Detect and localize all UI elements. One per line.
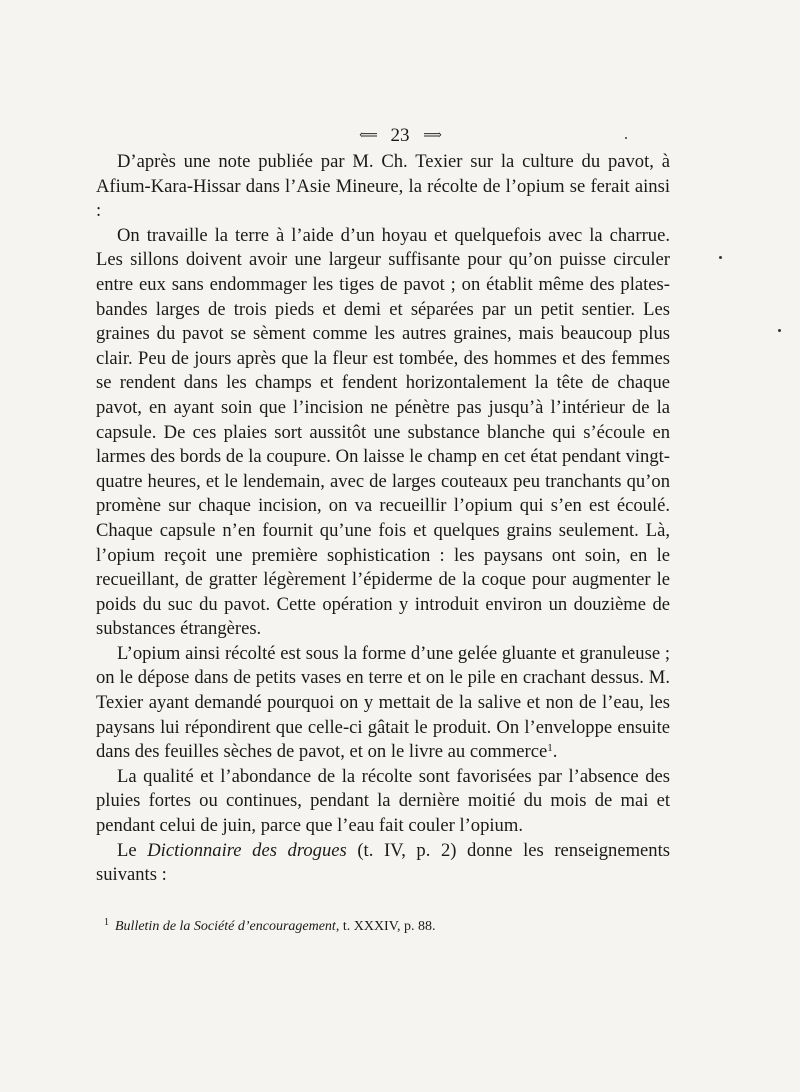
paragraph-intro xyxy=(96,150,670,224)
footnote-citation: , t. XXXIV, p. 88. xyxy=(335,919,436,934)
page-number: 23 xyxy=(390,125,410,146)
footnote xyxy=(104,914,664,936)
paragraph-dictionary xyxy=(96,839,670,888)
paragraph-harvest-text: L’opium ainsi récolté est sous la forme d’une gelée gluante et granuleuse ; on le dépose dans de petits vases en terre et on le pile en crachant dessus. M. Texier ayant demandé pourquoi on y mettait de la salive et non de l’eau, les paysans lui répondirent que celle-ci gâtait le produit. On l’enveloppe ensuite dans des feuilles sèches de pavot, et on le livre au commerce xyxy=(96,642,670,763)
paragraph-dictionary-after: (t. IV, p. 2) donne les renseignements suivants : xyxy=(96,839,671,886)
body-text xyxy=(96,150,670,888)
paragraph-weather-text: La qualité et l’abondance de la récolte sont favorisées par l’absence des pluies fortes ou continues, pendant la dernière moitié du mois de mai et pendant celui de juin, parce que l’eau fait couler l’opium. xyxy=(96,765,670,837)
paragraph-dictionary-before: Le xyxy=(117,839,148,861)
right-ornament-icon: ⟹ xyxy=(423,128,441,143)
dictionary-title: Dictionnaire des drogues xyxy=(147,839,347,861)
page-header xyxy=(0,126,800,146)
scan-speck xyxy=(778,329,781,332)
paragraph-weather xyxy=(96,765,670,839)
left-ornament-icon: ⟸ xyxy=(359,128,377,143)
scan-speck xyxy=(719,256,722,259)
footnote-reference: 1 xyxy=(547,742,553,755)
paragraph-harvest xyxy=(96,642,670,765)
paragraph-cultivation xyxy=(96,224,670,642)
footnote-source: Bulletin de la Société d’encouragement xyxy=(115,919,336,934)
paragraph-intro-text: D’après une note publiée par M. Ch. Texier sur la culture du pavot, à Afium-Kara-Hissar dans l’Asie Mineure, la récolte de l’opium se ferait ainsi : xyxy=(96,151,670,222)
scan-speck xyxy=(625,137,627,139)
footnote-mark: 1 xyxy=(104,917,109,928)
paragraph-harvest-end: . xyxy=(552,741,558,763)
paragraph-cultivation-text: On travaille la terre à l’aide d’un hoyau et quelquefois avec la charrue. Les sillons doivent avoir une largeur suffisante pour qu’on puisse circuler entre eux sans endommager les tiges de pavot ; on établit même des plates-bandes larges de trois pieds et demi et séparées par un petit sentier. Les graines du pavot se sèment comme les autres graines, mais beaucoup plus clair. Peu de jours après que la fleur est tombée, des hommes et des femmes se rendent dans les champs et fendent horizontalement la tête de chaque pavot, en ayant soin que l’incision ne pénètre pas jusqu’à l’intérieur de la capsule. De ces plaies sort aussitôt une substance blanche qui s’écoule en larmes des bords de la coupure. On laisse le champ en cet état pendant vingt-quatre heures, et le lendemain, avec de larges couteaux peu tranchants qu’on promène sur chaque incision, on va recueillir l’opium qui s’en est écoulé. Chaque capsule n’en fournit qu’une fois et quelques grains seulement. Là, l’opium reçoit une première sophistication : les paysans ont soin, en le recueillant, de gratter légèrement l’épiderme de la coque pour augmenter le poids du suc du pavot. Cette opération y introduit environ un douzième de substances étrangères. xyxy=(96,224,670,640)
